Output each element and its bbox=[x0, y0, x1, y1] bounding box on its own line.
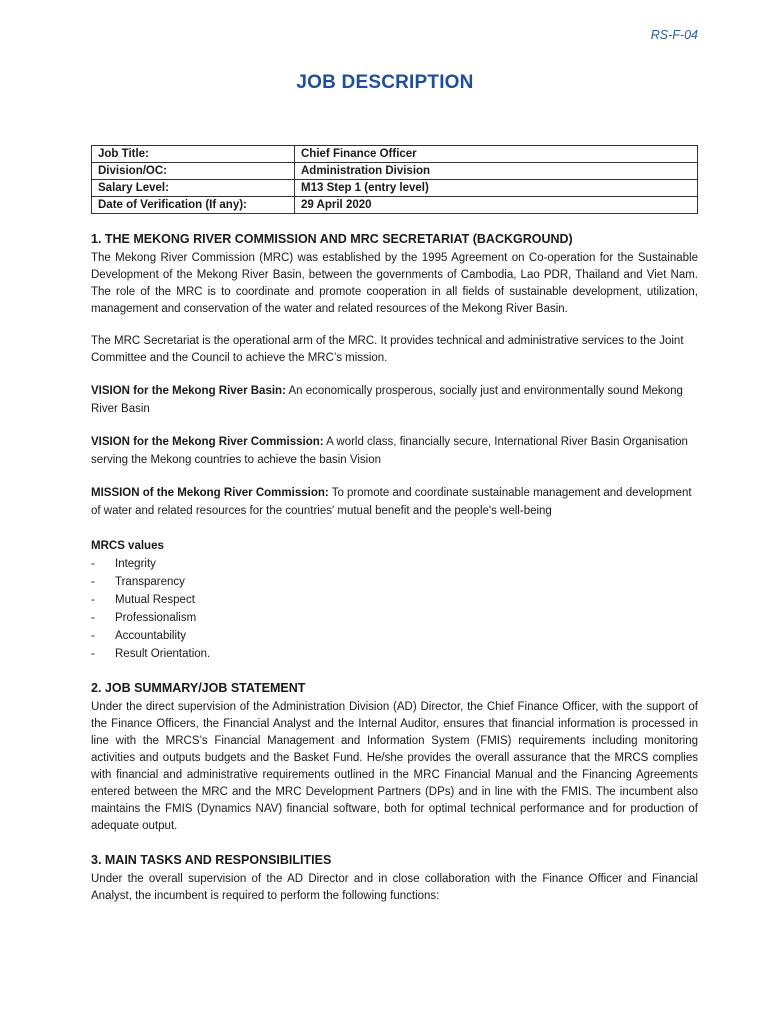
vision-mrc-text: A world class, financially secure, International River Basin Organisation serving the Mekong countries to achieve the basin Vision bbox=[91, 436, 688, 466]
vision-basin-paragraph bbox=[91, 382, 698, 418]
secretariat-paragraph: The MRC Secretariat is the operational arm of the MRC. It provides technical and administrative services to the Joint Committee and the Council to achieve the MRC’s mission. bbox=[91, 335, 684, 364]
background-paragraph: The Mekong River Commission (MRC) was established by the 1995 Agreement on Co-operation for the Sustainable Development of the Mekong River Basin, between the governments of Cambodia, Lao PDR, Thailand and Viet Nam. The role of the MRC is to coordinate and promote cooperation in all fields of sustainable development, utilization, management and conservation of the water and related resources of the Mekong River Basin. bbox=[91, 252, 698, 315]
vision-basin-label: VISION for the Mekong River Basin: bbox=[91, 385, 286, 397]
main-tasks-paragraph: Under the overall supervision of the AD Director and in close collaboration with the Finance Officer and Financial Analyst, the incumbent is required to perform the following functions: bbox=[91, 873, 698, 902]
section-2-heading: 2. JOB SUMMARY/JOB STATEMENT bbox=[91, 681, 306, 695]
mission-paragraph bbox=[91, 484, 698, 520]
table-row bbox=[92, 163, 698, 180]
list-item: - Mutual Respect bbox=[91, 594, 195, 606]
mission-text: To promote and coordinate sustainable management and development of water and related resources for the countries' mutual benefit and the people's well-being bbox=[91, 487, 692, 517]
job-title-label: Job Title: bbox=[92, 146, 295, 163]
form-reference-code: RS-F-04 bbox=[650, 28, 698, 42]
table-row bbox=[92, 146, 698, 163]
values-heading: MRCS values bbox=[91, 540, 164, 552]
job-title-value: Chief Finance Officer bbox=[295, 146, 698, 163]
verification-date-label: Date of Verification (If any): bbox=[92, 197, 295, 214]
list-item: - Professionalism bbox=[91, 612, 197, 624]
vision-basin-text: An economically prosperous, socially just and environmentally sound Mekong River Basin bbox=[91, 385, 683, 415]
section-3-heading: 3. MAIN TASKS AND RESPONSIBILITIES bbox=[91, 853, 332, 867]
job-summary-paragraph: Under the direct supervision of the Administration Division (AD) Director, the Chief Finance Officer, with the support of the Finance Officers, the Financial Analyst and the Internal Auditor, ensures that financial information is processed in line with the MRCS’s Financial Management and Information System (FMIS) requirements including monitoring activities and outputs budgets and the Basket Fund. He/she provides the overall assurance that the MRCS complies with financial and administrative requirements outlined in the MRC Financial Manual and the Financing Agreements entered between the MRC and the MRC Development Partners (DPs) and in line with the FMIS. The incumbent also maintains the FMIS (Dynamics NAV) financial software, both for optimal technical performance and for production of adequate output. bbox=[91, 701, 698, 832]
mission-label: MISSION of the Mekong River Commission: bbox=[91, 487, 329, 499]
list-item: - Transparency bbox=[91, 576, 185, 588]
table-row bbox=[92, 197, 698, 214]
vision-mrc-paragraph bbox=[91, 433, 698, 469]
values-list bbox=[91, 555, 698, 663]
list-item: - Accountability bbox=[91, 630, 186, 642]
job-info-table bbox=[91, 145, 698, 214]
list-item: - Integrity bbox=[91, 558, 156, 570]
document-body bbox=[91, 231, 698, 905]
division-label: Division/OC: bbox=[92, 163, 295, 180]
salary-level-value: M13 Step 1 (entry level) bbox=[295, 180, 698, 197]
section-1-heading: 1. THE MEKONG RIVER COMMISSION AND MRC SECRETARIAT (BACKGROUND) bbox=[91, 232, 573, 246]
table-row bbox=[92, 180, 698, 197]
salary-level-label: Salary Level: bbox=[92, 180, 295, 197]
division-value: Administration Division bbox=[295, 163, 698, 180]
verification-date-value: 29 April 2020 bbox=[295, 197, 698, 214]
document-title: JOB DESCRIPTION bbox=[296, 72, 474, 93]
list-item: - Result Orientation. bbox=[91, 648, 211, 660]
vision-mrc-label: VISION for the Mekong River Commission: bbox=[91, 436, 324, 448]
